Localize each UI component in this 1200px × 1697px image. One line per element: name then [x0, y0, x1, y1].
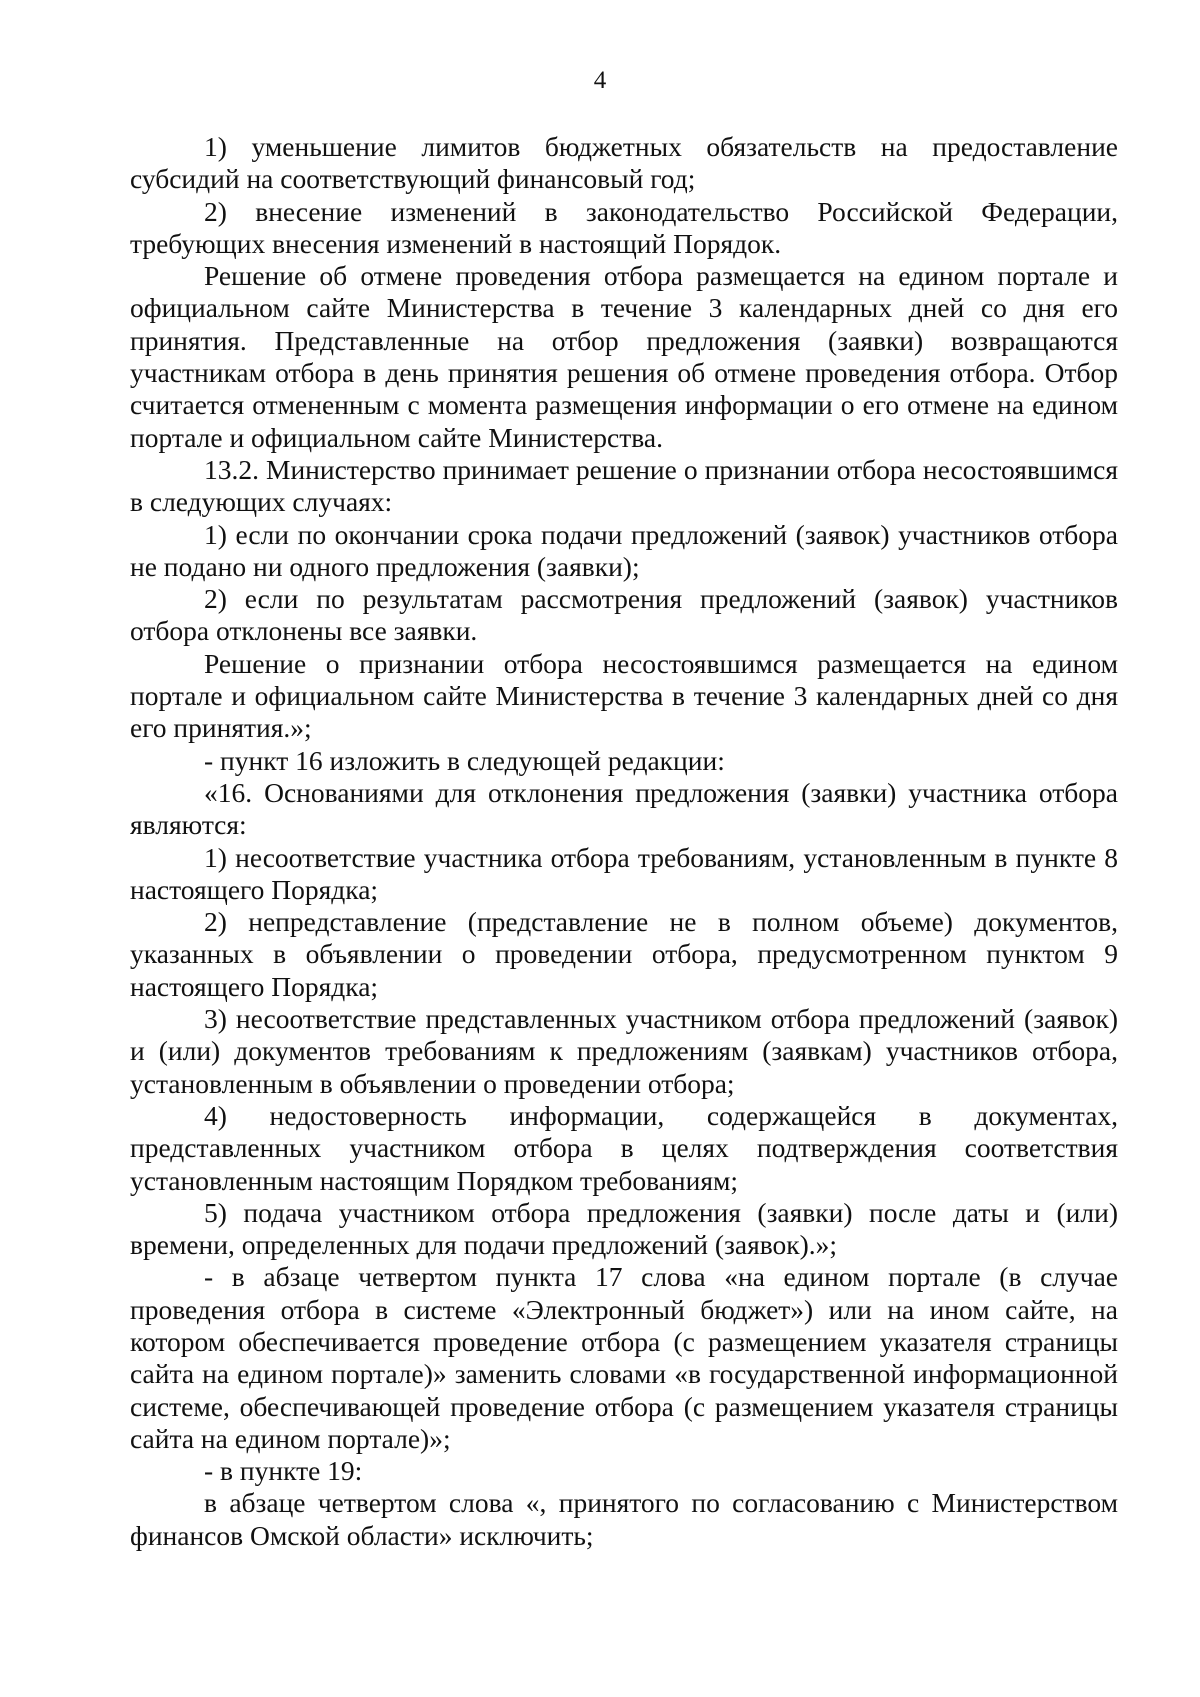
paragraph-failed-selection-decision: Решение о признании отбора несостоявшимся размещается на едином портале и официальном сайте Министерства в течение 3 календарных дней со дня его принятия.»;: [130, 647, 1118, 744]
paragraph-ground-4: 4) недостоверность информации, содержащейся в документах, представленных участником отбора в целях подтверждения соответствия установленным настоящим Порядком требованиям;: [130, 1099, 1118, 1196]
paragraph-item-2-legislation-changes: 2) внесение изменений в законодательство Российской Федерации, требующих внесения изменений в настоящий Порядок.: [130, 195, 1118, 259]
paragraph-clause-19-amendment: в абзаце четвертом слова «, принятого по согласованию с Министерством финансов Омской области» исключить;: [130, 1487, 1118, 1551]
paragraph-ground-1: 1) несоответствие участника отбора требованиям, установленным в пункте 8 настоящего Порядка;: [130, 841, 1118, 905]
paragraph-item-1-budget-limits: 1) уменьшение лимитов бюджетных обязательств на предоставление субсидий на соответствующий финансовый год;: [130, 131, 1118, 195]
paragraph-clause-16-grounds: «16. Основаниями для отклонения предложения (заявки) участника отбора являются:: [130, 776, 1118, 841]
paragraph-clause-19-heading: - в пункте 19:: [204, 1455, 363, 1487]
paragraph-item-2-all-rejected: 2) если по результатам рассмотрения предложений (заявок) участников отбора отклонены все заявки.: [130, 583, 1118, 647]
paragraph-cancellation-decision: Решение об отмене проведения отбора размещается на едином портале и официальном сайте Министерства в течение 3 календарных дней со дня его принятия. Представленные на отбор предложения (заявки) возвращаются участникам отбора в день принятия решения об отмене проведения отбора. Отбор считается отмененным с момента размещения информации о его отмене на едином портале и официальном сайте Министерства.: [130, 260, 1118, 453]
paragraph-clause-13-2: 13.2. Министерство принимает решение о признании отбора несостоявшимся в следующих случаях:: [130, 453, 1118, 518]
document-body: [130, 131, 1118, 1552]
paragraph-ground-2: 2) непредставление (представление не в полном объеме) документов, указанных в объявлении о проведении отбора, предусмотренном пунктом 9 настоящего Порядка;: [130, 906, 1118, 1002]
page-number: 4: [593, 67, 607, 94]
paragraph-item-1-no-proposals: 1) если по окончании срока подачи предложений (заявок) участников отбора не подано ни одного предложения (заявки);: [130, 518, 1118, 582]
paragraph-clause-16-amendment: - пункт 16 изложить в следующей редакции:: [204, 744, 725, 776]
paragraph-clause-17-amendment: - в абзаце четвертом пункта 17 слова «на едином портале (в случае проведения отбора в системе «Электронный бюджет») или на ином сайте, на котором обеспечивается проведение отбора (с размещением указателя страницы сайта на едином портале)» заменить словами «в государственной информационной системе, обеспечивающей проведение отбора (с размещением указателя страницы сайта на едином портале)»;: [130, 1261, 1118, 1454]
paragraph-ground-5: 5) подача участником отбора предложения (заявки) после даты и (или) времени, определенных для подачи предложений (заявок).»;: [130, 1196, 1118, 1261]
paragraph-ground-3: 3) несоответствие представленных участником отбора предложений (заявок) и (или) документов требованиям к предложениям (заявкам) участников отбора, установленным в объявлении о проведении отбора;: [130, 1003, 1118, 1099]
